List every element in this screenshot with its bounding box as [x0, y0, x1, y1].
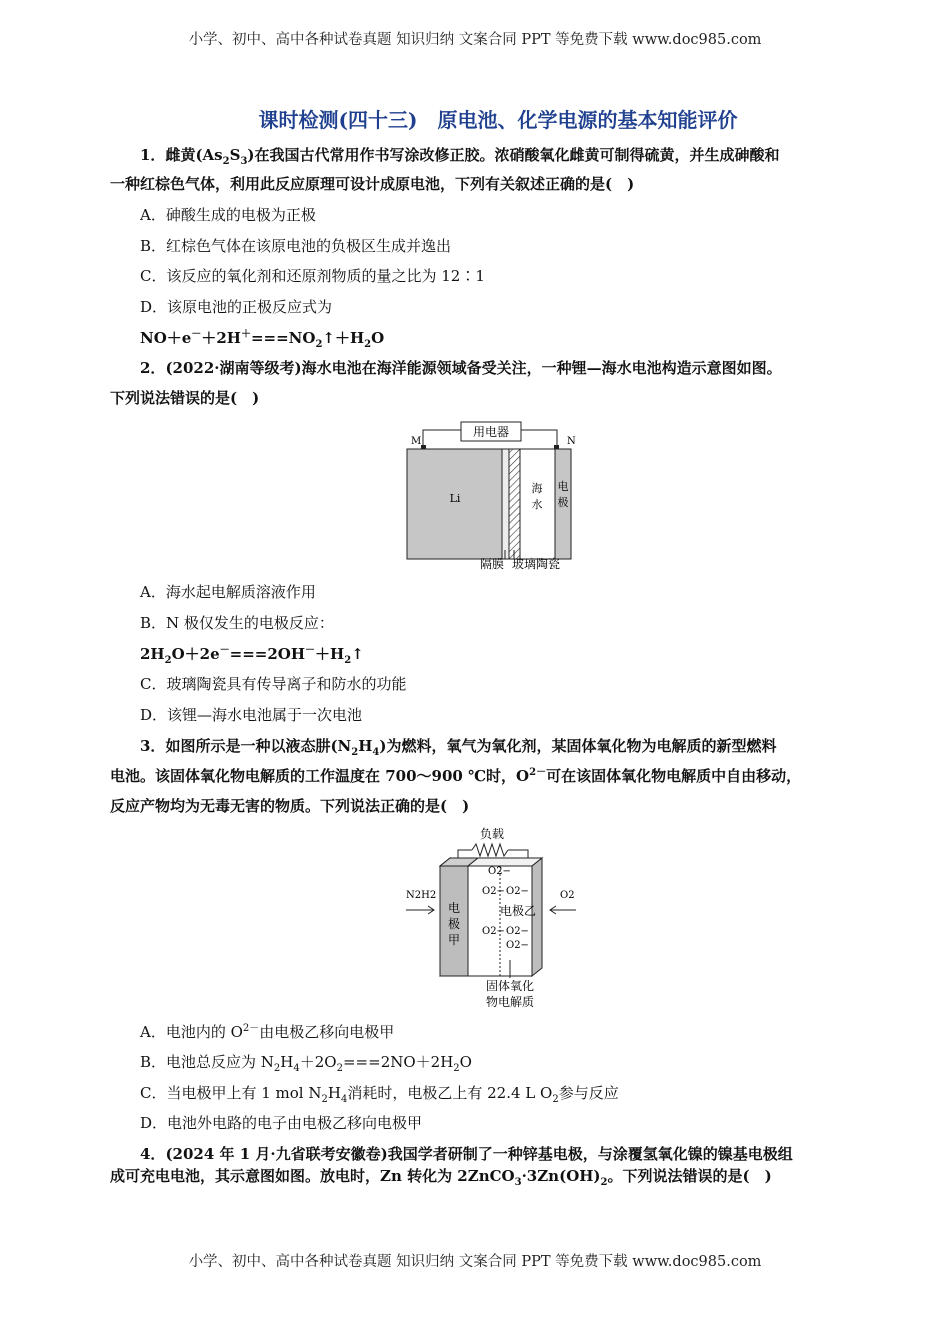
oxygen-label: O2 [560, 890, 575, 901]
device-label: 用电器 [472, 425, 510, 439]
q3-option-c: C．当电极甲上有 1 mol $N_2H_4$消耗时，电极乙上有 22.4 L $O_2$参与反应 [140, 1084, 619, 1105]
q3-line2: 电池。该固体氧化物电解质的工作温度在 700～900 ℃时，$O^{2-}$可在该固体氧化物电解质中自由移动， [110, 767, 802, 785]
electrode-a-label-1: 电 [447, 901, 461, 915]
electrode-label-2: 极 [557, 496, 569, 509]
q4-line1: 4．(2024 年 1 月·九省联考安徽卷)我国学者研制了一种锌基电极，与涂覆氢氧化镍的镍基电极组 [140, 1145, 793, 1163]
q1-option-b: B．红棕色气体在该原电池的负极区生成并逸出 [140, 237, 452, 255]
ion-label-1: O2− [488, 866, 511, 877]
electrode-a-label-3: 甲 [447, 933, 461, 947]
load-label: 负载 [479, 827, 505, 841]
q1-line1: 1．雌黄$(As_2S_3)$在我国古代常用作书写涂改修正胶。浓硝酸氧化雌黄可制得硫黄，并生成砷酸和 [140, 146, 780, 167]
q2-option-b: B．N 极仅发生的电极反应： [140, 614, 334, 632]
q3-option-b: B．电池总反应为 $N_2H_4+2O_2===2NO+2H_2O$ [140, 1053, 472, 1074]
electrode-m-label: M [411, 436, 422, 447]
ion-label-6: O2− [506, 940, 529, 951]
ion-label-3: O2− [506, 886, 529, 897]
ceramic-label: 玻璃陶瓷 [512, 557, 561, 571]
q2-option-d: D．该锂—海水电池属于一次电池 [140, 706, 363, 724]
q4-line2: 成可充电电池，其示意图如图。放电时，Zn 转化为 $2ZnCO_3\cdot 3Zn(OH)_2$。下列说法错误的是( ) [110, 1167, 772, 1188]
electrode-a-label-2: 极 [447, 917, 461, 931]
q2-equation: $2H_2O+2e^-===2OH^-+H_2↑$ [140, 645, 364, 666]
fuel-label: N2H2 [406, 890, 437, 901]
glass-ceramic-region [509, 449, 520, 559]
q3-option-a: A．电池内的 $O^{2-}$由电极乙移向电极甲 [140, 1023, 395, 1041]
q2-line2: 下列说法错误的是( ) [110, 389, 260, 407]
q1-line2: 一种红棕色气体，利用此反应原理可设计成原电池，下列有关叙述正确的是( ) [110, 175, 635, 193]
membrane-label: 隔膜 [480, 557, 505, 571]
li-label: Li [449, 492, 461, 505]
seawater-label-1: 海 [531, 482, 543, 495]
q3-line3: 反应产物均为无毒无害的物质。下列说法正确的是( ) [110, 797, 470, 815]
q2-option-a: A．海水起电解质溶液作用 [140, 583, 316, 601]
ion-label-4: O2− [482, 926, 505, 937]
q1-option-d: D．该原电池的正极反应式为 [140, 298, 333, 316]
membrane-region [502, 449, 509, 559]
electrolyte-label-1: 固体氧化 [485, 979, 535, 993]
electrolyte-label-2: 物电解质 [485, 995, 535, 1009]
electrode-n-label: N [567, 436, 576, 447]
electrode-b-label: 电极乙 [499, 904, 537, 918]
q1-option-c: C．该反应的氧化剂和还原剂物质的量之比为 12∶1 [140, 267, 485, 285]
q2-option-c: C．玻璃陶瓷具有传导离子和防水的功能 [140, 675, 407, 693]
ion-label-5: O2− [506, 926, 529, 937]
seawater-label-2: 水 [531, 498, 543, 511]
page-header: 小学、初中、高中各种试卷真题 知识归纳 文案合同 PPT 等免费下载 www.doc985.com [188, 32, 762, 48]
fuel-cell-diagram [400, 822, 590, 1012]
q1-equation: $NO+e^-+2H^+===NO_2↑+H_2O$ [140, 329, 385, 350]
lithium-seawater-battery-diagram [395, 418, 585, 573]
q3-option-d: D．电池外电路的电子由电极乙移向电极甲 [140, 1114, 423, 1132]
q2-line1: 2．(2022·湖南等级考)海水电池在海洋能源领域备受关注，一种锂—海水电池构造示意图如图。 [140, 359, 782, 377]
page-title: 课时检测(四十三) 原电池、化学电源的基本知能评价 [258, 108, 738, 132]
resistor-symbol [472, 844, 508, 856]
page-footer: 小学、初中、高中各种试卷真题 知识归纳 文案合同 PPT 等免费下载 www.doc985.com [188, 1254, 762, 1270]
ion-label-2: O2− [482, 886, 505, 897]
electrode-label-1: 电 [557, 480, 569, 493]
q1-option-a: A．砷酸生成的电极为正极 [140, 206, 316, 224]
q3-line1: 3．如图所示是一种以液态肼$(N_2H_4)$为燃料，氧气为氧化剂，某固体氧化物为电解质的新型燃料 [140, 737, 777, 758]
